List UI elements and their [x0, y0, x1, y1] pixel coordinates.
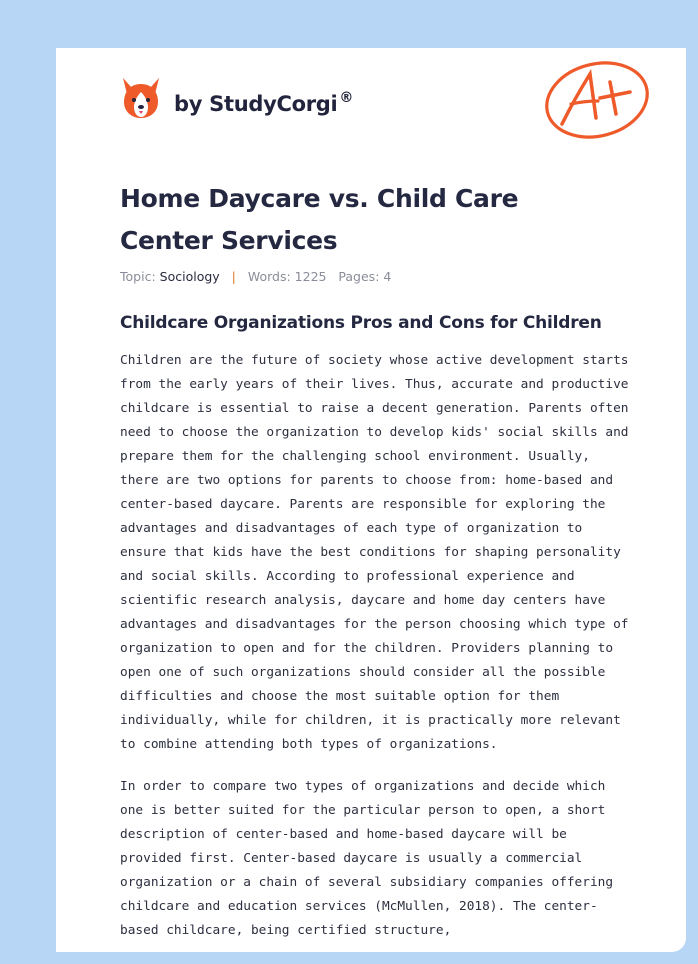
paragraph: Children are the future of society whose active development starts from the early years of their lives. Thus, accurate and productive childcare is essential to raise a decent generation. Parents often need to choose the organization to develop kids' social skills and prepare them for the challenging school environment. Usually, there are two options for parents to choose from: home-based and center-based daycare. Parents are responsible for exploring the advantages and disadvantages of each type of organization to ensure that kids have the best conditions for shaping personality and social skills. According to professional experience and scientific research analysis, daycare and home day centers have advantages and disadvantages for the person choosing which type of organization to open and for the children. Providers planning to open one of such organizations should consider all the possible difficulties and choose the most suitable option for them individually, while for children, it is practically more relevant to combine attending both types of organizations.: [120, 353, 629, 752]
topic-label: Topic:: [120, 269, 156, 284]
meta-separator: |: [231, 269, 236, 284]
brand-name[interactable]: by StudyCorgi ®: [174, 90, 354, 116]
paragraph: In order to compare two types of organizations and decide which one is better suited for the particular person to open, a short description of center-based and home-based daycare will be provided first. Center-based daycare is usually a commercial organization or a chain of several subsidiary companies offering childcare and education services (McMullen, 2018). The center-based childcare, being certified structure,: [120, 779, 614, 938]
page-count: Pages: 4: [338, 269, 392, 284]
word-count: Words: 1225: [247, 269, 327, 284]
corgi-logo-icon[interactable]: [120, 74, 162, 122]
document-title: Home Daycare vs. Child Care Center Services: [120, 184, 519, 255]
topic-link[interactable]: Sociology: [159, 269, 220, 284]
document-meta: [120, 269, 391, 284]
section-heading: Childcare Organizations Pros and Cons for Children: [120, 313, 602, 333]
document-body: [120, 349, 632, 952]
document-page: [56, 48, 686, 952]
registered-mark: ®: [339, 90, 354, 106]
grade-badge-icon: [540, 58, 650, 142]
